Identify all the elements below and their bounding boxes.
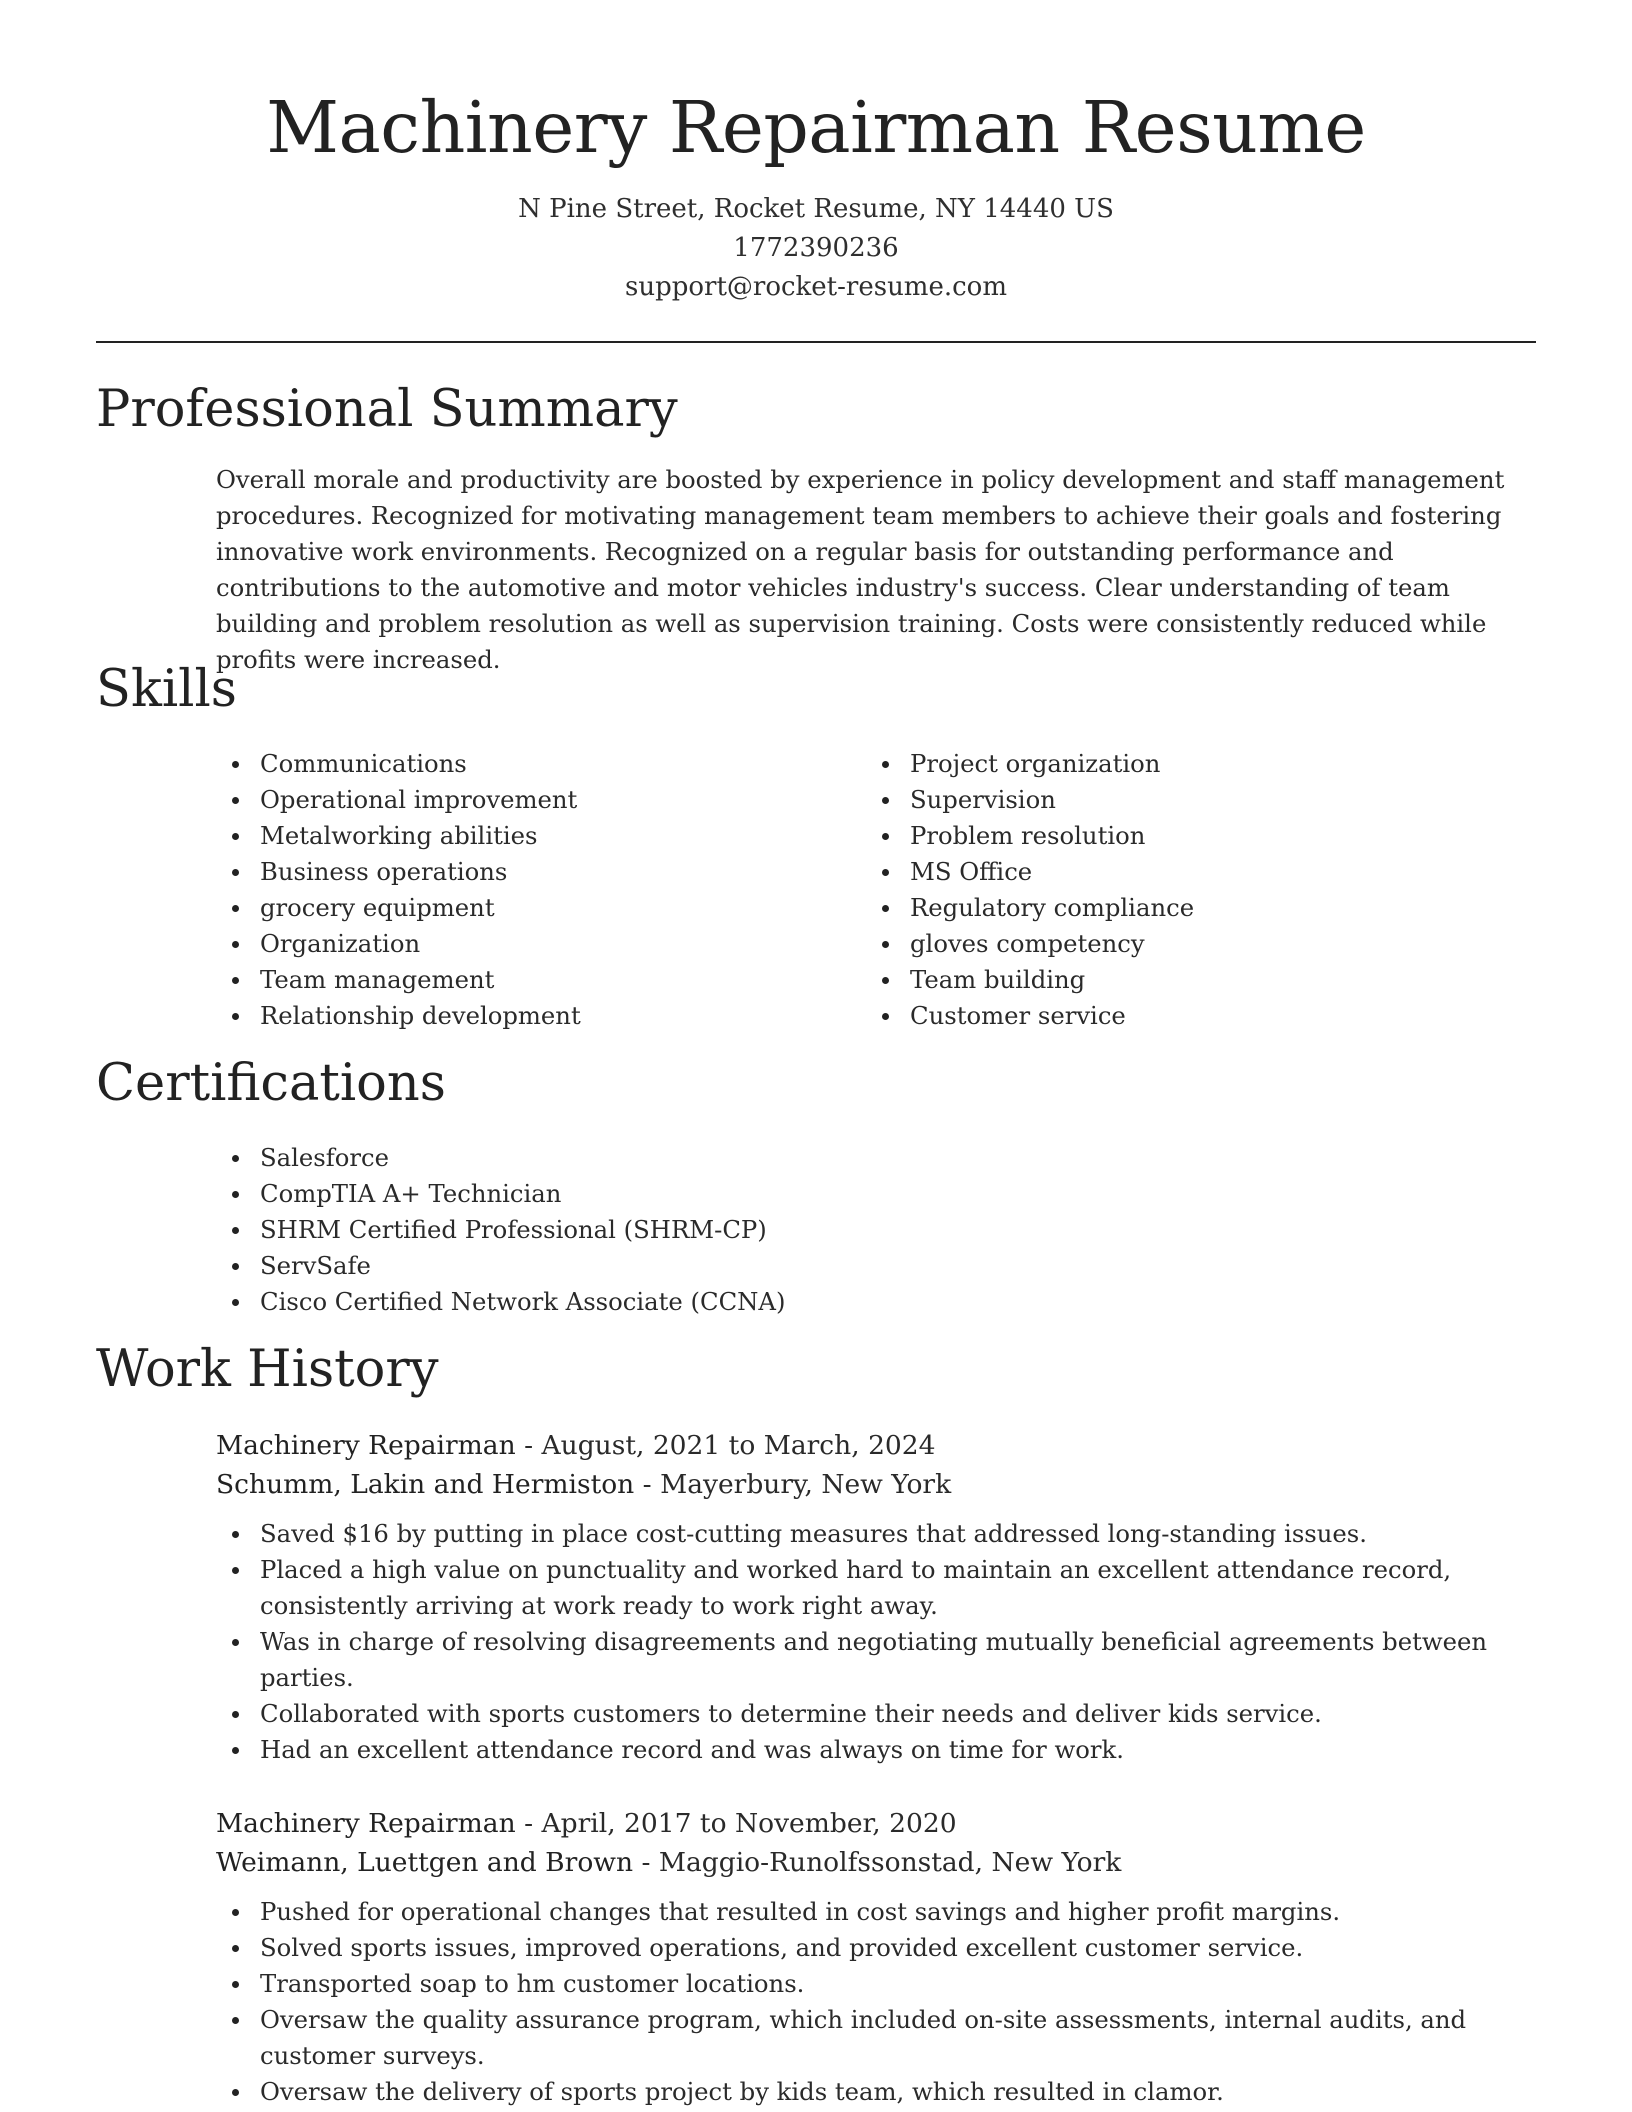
job-company-line — [216, 1465, 1536, 1504]
job-bullet: Pushed for operational changes that resulted in cost savings and higher profit margins. — [216, 1894, 1536, 1930]
job-responsibilities — [216, 1894, 1536, 2110]
job-separator: - — [634, 1469, 661, 1500]
skill-item: grocery equipment — [216, 890, 836, 926]
summary-heading: Professional Summary — [96, 380, 678, 439]
skill-item: Team building — [866, 962, 1486, 998]
job-title: Machinery Repairman — [216, 1808, 516, 1839]
certification-item: Salesforce — [216, 1140, 1216, 1176]
certification-item: ServSafe — [216, 1248, 1216, 1284]
skill-item: Communications — [216, 746, 836, 782]
skills-list-left — [216, 746, 836, 1034]
job-entry — [216, 1426, 1536, 1768]
contact-block — [96, 190, 1536, 307]
job-location: Maggio-Runolfssonstad, New York — [658, 1847, 1122, 1878]
job-title: Machinery Repairman — [216, 1430, 516, 1461]
job-company: Weimann, Luettgen and Brown — [216, 1847, 634, 1878]
job-company-line — [216, 1843, 1536, 1882]
job-separator: - — [633, 1847, 659, 1878]
skill-item: Relationship development — [216, 998, 836, 1034]
job-location: Mayerbury, New York — [660, 1469, 952, 1500]
skills-heading: Skills — [96, 660, 237, 719]
skill-item: gloves competency — [866, 926, 1486, 962]
job-bullet: Had an excellent attendance record and was always on time for work. — [216, 1732, 1536, 1768]
job-title-line — [216, 1426, 1536, 1465]
job-bullet: Oversaw the quality assurance program, which included on-site assessments, internal audits, and customer surveys. — [216, 2002, 1536, 2074]
job-entry — [216, 1804, 1536, 2110]
contact-address: N Pine Street, Rocket Resume, NY 14440 US — [518, 194, 1114, 224]
job-dates: August, 2021 to March, 2024 — [541, 1430, 936, 1461]
job-separator: - — [515, 1430, 542, 1461]
job-bullet: Placed a high value on punctuality and worked hard to maintain an excellent attendance record, consistently arriving at work ready to work right away. — [216, 1552, 1536, 1624]
job-bullet: Oversaw the delivery of sports project by kids team, which resulted in clamor. — [216, 2074, 1536, 2110]
job-bullet: Saved $16 by putting in place cost-cutting measures that addressed long-standing issues. — [216, 1516, 1536, 1552]
skills-list-right — [866, 746, 1486, 1034]
job-bullet: Transported soap to hm customer locations. — [216, 1966, 1536, 2002]
certification-item: CompTIA A+ Technician — [216, 1176, 1216, 1212]
certification-item: Cisco Certified Network Associate (CCNA) — [216, 1284, 1216, 1320]
skill-item: Project organization — [866, 746, 1486, 782]
job-company: Schumm, Lakin and Hermiston — [216, 1469, 635, 1500]
summary-text: Overall morale and productivity are boosted by experience in policy development and staff management procedures. Recognized for motivating management team members to achieve their goals and fostering innovative work environments. Recognized on a regular basis for outstanding performance and contributions to the automotive and motor vehicles industry's success. Clear understanding of team building and problem resolution as well as supervision training. Costs were consistently reduced while profits were increased. — [216, 465, 1505, 674]
skill-item: MS Office — [866, 854, 1486, 890]
resume-header — [96, 80, 1536, 307]
job-bullet: Was in charge of resolving disagreements and negotiating mutually beneficial agreements between parties. — [216, 1624, 1536, 1696]
certifications-heading: Certifications — [96, 1054, 446, 1113]
skill-item: Regulatory compliance — [866, 890, 1486, 926]
job-title-line — [216, 1804, 1536, 1843]
certifications-list — [216, 1140, 1216, 1320]
skill-item: Customer service — [866, 998, 1486, 1034]
work-history-heading: Work History — [96, 1340, 439, 1399]
skill-item: Team management — [216, 962, 836, 998]
certification-item: SHRM Certified Professional (SHRM-CP) — [216, 1212, 1216, 1248]
job-bullet: Solved sports issues, improved operations, and provided excellent customer service. — [216, 1930, 1536, 1966]
contact-phone: 1772390236 — [733, 233, 899, 263]
skill-item: Supervision — [866, 782, 1486, 818]
header-divider — [96, 341, 1536, 343]
contact-email[interactable]: support@rocket-resume.com — [624, 272, 1007, 302]
skill-item: Problem resolution — [866, 818, 1486, 854]
job-dates: April, 2017 to November, 2020 — [541, 1808, 957, 1839]
job-responsibilities — [216, 1516, 1536, 1768]
resume-title: Machinery Repairman Resume — [266, 86, 1366, 169]
job-bullet: Collaborated with sports customers to determine their needs and deliver kids service. — [216, 1696, 1536, 1732]
job-separator: - — [515, 1808, 542, 1839]
skill-item: Business operations — [216, 854, 836, 890]
skill-item: Metalworking abilities — [216, 818, 836, 854]
skill-item: Organization — [216, 926, 836, 962]
skill-item: Operational improvement — [216, 782, 836, 818]
